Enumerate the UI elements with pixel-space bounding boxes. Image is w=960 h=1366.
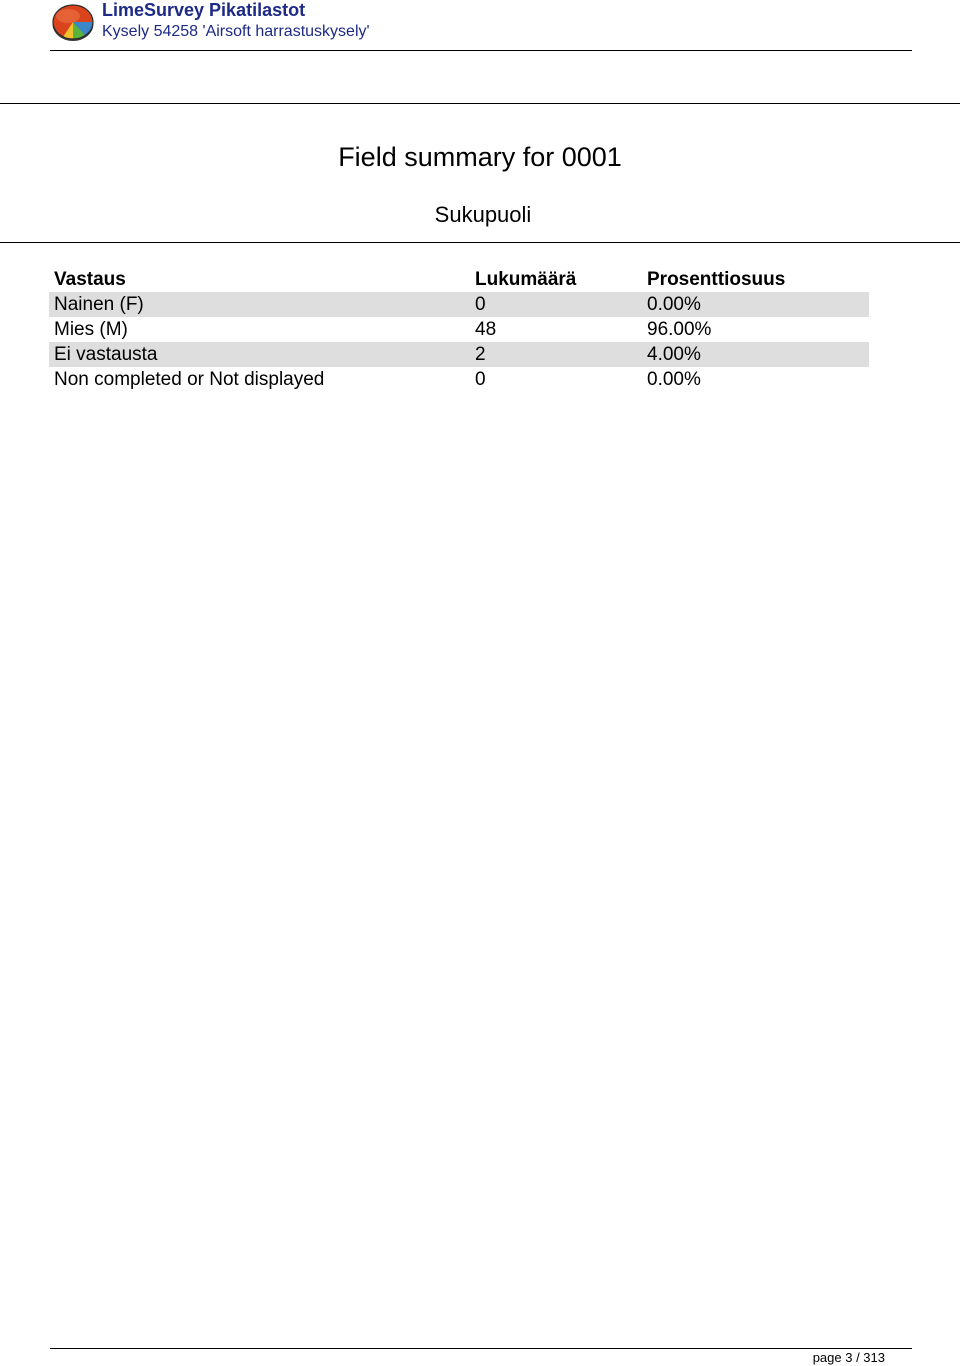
answer-cell: Ei vastausta <box>49 342 470 367</box>
answer-cell: Non completed or Not displayed <box>54 369 325 390</box>
table-row <box>49 342 869 367</box>
count-cell: 2 <box>470 342 642 367</box>
column-header-percent: Prosenttiosuus <box>647 269 786 290</box>
divider-top <box>0 103 960 104</box>
count-cell: 48 <box>475 319 497 340</box>
pie-chart-logo-icon <box>51 2 95 42</box>
field-summary-title: Field summary for 0001 <box>338 142 622 173</box>
app-title: LimeSurvey Pikatilastot <box>102 0 306 20</box>
results-table <box>49 267 869 392</box>
table-row <box>49 367 869 392</box>
column-header-count: Lukumäärä <box>475 269 577 290</box>
survey-title: Kysely 54258 'Airsoft harrastuskysely' <box>102 23 370 40</box>
percent-cell: 0.00% <box>642 292 869 317</box>
answer-cell: Mies (M) <box>54 319 128 340</box>
percent-cell: 0.00% <box>647 369 701 390</box>
column-header-answer: Vastaus <box>54 269 126 290</box>
table-row <box>49 292 869 317</box>
page-header <box>50 0 912 51</box>
percent-cell: 96.00% <box>647 319 712 340</box>
table-row <box>49 317 869 342</box>
page-number: page 3 / 313 <box>812 1350 885 1365</box>
percent-cell: 4.00% <box>642 342 869 367</box>
table-header-row <box>49 267 869 292</box>
divider-question <box>0 242 960 243</box>
footer-divider <box>50 1348 912 1349</box>
question-title: Sukupuoli <box>434 202 532 227</box>
answer-cell: Nainen (F) <box>49 292 470 317</box>
count-cell: 0 <box>475 369 486 390</box>
count-cell: 0 <box>470 292 642 317</box>
